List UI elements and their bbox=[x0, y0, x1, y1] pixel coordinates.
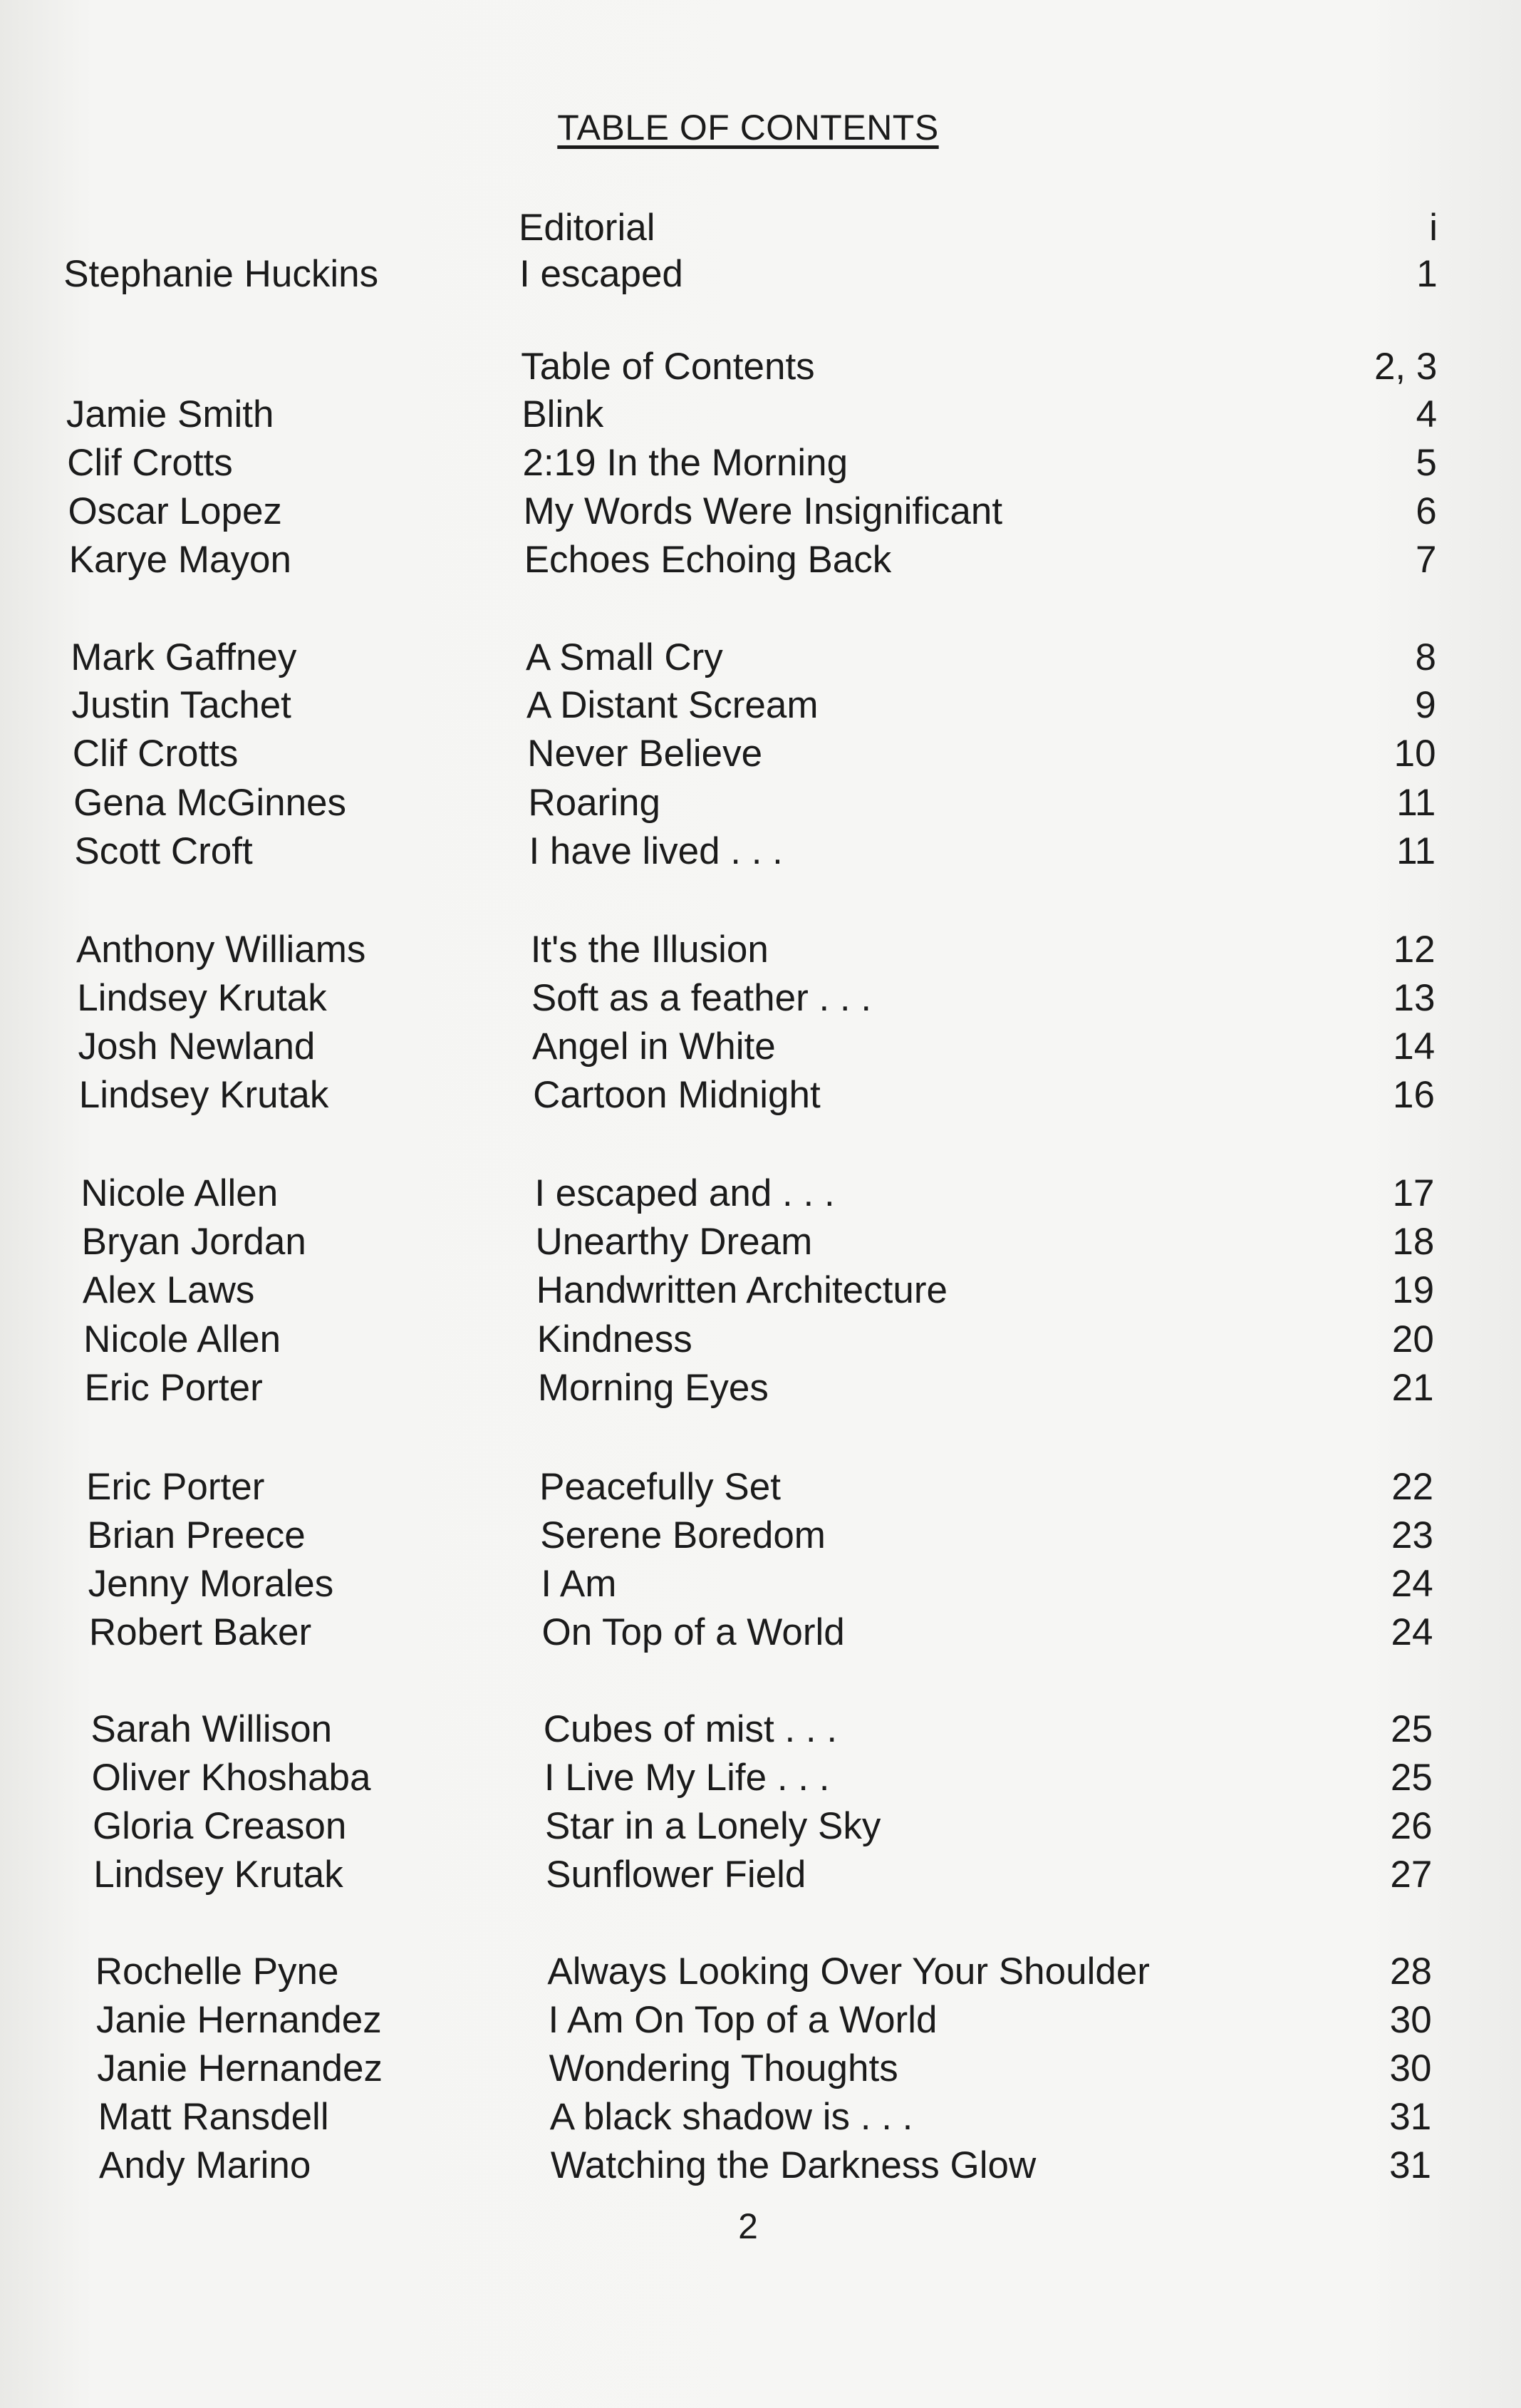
toc-work-title: Handwritten Architecture bbox=[536, 1269, 948, 1311]
toc-work-title: I Live My Life . . . bbox=[544, 1757, 830, 1799]
toc-entry bbox=[0, 1022, 1521, 1072]
toc-page-number: 30 bbox=[1389, 1999, 1432, 2041]
toc-work-title: A black shadow is . . . bbox=[549, 2096, 913, 2138]
toc-author: Eric Porter bbox=[86, 1466, 265, 1508]
toc-entry bbox=[0, 2092, 1521, 2142]
toc-work-title: Blink bbox=[521, 393, 604, 435]
toc-author: Scott Croft bbox=[74, 830, 253, 872]
toc-entry bbox=[0, 487, 1521, 537]
toc-author: Mark Gaffney bbox=[71, 636, 297, 678]
toc-work-title: It's the Illusion bbox=[530, 929, 769, 971]
toc-entry bbox=[0, 1705, 1521, 1755]
toc-author: Brian Preece bbox=[87, 1514, 306, 1556]
toc-author: Stephanie Huckins bbox=[63, 253, 379, 295]
toc-page-number: 7 bbox=[1415, 539, 1437, 581]
toc-page-number: 24 bbox=[1391, 1611, 1433, 1653]
toc-work-title: I escaped bbox=[519, 253, 683, 295]
toc-author: Andy Marino bbox=[98, 2144, 311, 2186]
toc-page-number: 11 bbox=[1396, 830, 1436, 872]
toc-page-number: 26 bbox=[1390, 1805, 1433, 1847]
toc-entry bbox=[0, 973, 1521, 1023]
toc-page-number: 30 bbox=[1389, 2047, 1432, 2089]
toc-work-title: Peacefully Set bbox=[539, 1466, 781, 1508]
toc-author: Anthony Williams bbox=[76, 929, 366, 971]
toc-author: Clif Crotts bbox=[72, 733, 239, 775]
toc-entry bbox=[0, 633, 1521, 683]
toc-page-number: 5 bbox=[1416, 442, 1437, 484]
toc-work-title: 2:19 In the Morning bbox=[522, 442, 848, 484]
toc-entry bbox=[0, 390, 1521, 440]
toc-entry bbox=[0, 1315, 1521, 1365]
toc-entry bbox=[0, 1363, 1521, 1413]
toc-entry bbox=[0, 438, 1521, 488]
toc-page-number: 18 bbox=[1392, 1221, 1435, 1263]
toc-page-number: 25 bbox=[1390, 1757, 1433, 1799]
toc-page-number: 13 bbox=[1393, 977, 1436, 1019]
toc-entry bbox=[0, 778, 1521, 828]
toc-author: Oscar Lopez bbox=[68, 490, 282, 532]
toc-entry bbox=[0, 1947, 1521, 1997]
toc-entry bbox=[0, 1995, 1521, 2045]
toc-entry bbox=[0, 2044, 1521, 2094]
toc-author: Bryan Jordan bbox=[81, 1221, 306, 1263]
toc-page-number: 19 bbox=[1392, 1269, 1435, 1311]
toc-entry bbox=[0, 1850, 1521, 1900]
toc-work-title: Never Believe bbox=[527, 733, 763, 775]
toc-author: Gena McGinnes bbox=[73, 782, 347, 824]
toc-page-number: 21 bbox=[1391, 1367, 1434, 1409]
toc-work-title: I Am On Top of a World bbox=[548, 1999, 938, 2041]
toc-work-title: Always Looking Over Your Shoulder bbox=[547, 1950, 1150, 1993]
toc-entry bbox=[0, 1217, 1521, 1267]
toc-author: Janie Hernandez bbox=[96, 1999, 382, 2041]
toc-work-title: A Small Cry bbox=[525, 636, 723, 678]
toc-work-title: Cubes of mist . . . bbox=[543, 1708, 838, 1750]
toc-page-number: 10 bbox=[1393, 733, 1436, 775]
toc-entry bbox=[0, 535, 1521, 585]
toc-author: Justin Tachet bbox=[71, 684, 291, 726]
toc-entry bbox=[0, 1070, 1521, 1120]
toc-page-number: 22 bbox=[1391, 1466, 1434, 1508]
toc-page-number: 6 bbox=[1416, 490, 1437, 532]
toc-entry bbox=[0, 249, 1521, 299]
toc-page-number: 4 bbox=[1416, 393, 1438, 435]
toc-entry bbox=[0, 1608, 1521, 1658]
toc-page-number: 14 bbox=[1393, 1025, 1436, 1068]
toc-work-title: Serene Boredom bbox=[540, 1514, 826, 1556]
toc-work-title: Echoes Echoing Back bbox=[524, 539, 892, 581]
toc-author: Nicole Allen bbox=[83, 1318, 281, 1360]
toc-author: Clif Crotts bbox=[67, 442, 233, 484]
toc-page-number: 24 bbox=[1391, 1563, 1433, 1605]
toc-entry bbox=[0, 1266, 1521, 1316]
toc-entry bbox=[0, 342, 1521, 392]
toc-work-title: My Words Were Insignificant bbox=[523, 490, 1003, 532]
toc-work-title: Roaring bbox=[528, 782, 660, 824]
toc-page-number: 1 bbox=[1416, 253, 1438, 295]
toc-work-title: Angel in White bbox=[531, 1025, 776, 1068]
toc-entry bbox=[0, 203, 1521, 253]
toc-page-number: 16 bbox=[1393, 1074, 1435, 1116]
toc-page-number: 11 bbox=[1396, 782, 1436, 824]
toc-page-number: 31 bbox=[1389, 2144, 1432, 2186]
toc-work-title: A Distant Scream bbox=[526, 684, 819, 726]
toc-page-number: 20 bbox=[1391, 1318, 1434, 1360]
toc-entry bbox=[0, 681, 1521, 730]
toc-work-title: Table of Contents bbox=[521, 346, 815, 388]
toc-page-number: 23 bbox=[1391, 1514, 1433, 1556]
toc-page-number: 31 bbox=[1389, 2096, 1432, 2138]
page-number: 2 bbox=[738, 2206, 758, 2246]
toc-author: Jamie Smith bbox=[66, 393, 274, 435]
toc-entry bbox=[0, 1511, 1521, 1561]
toc-author: Alex Laws bbox=[82, 1269, 255, 1311]
toc-author: Matt Ransdell bbox=[98, 2096, 329, 2138]
toc-author: Robert Baker bbox=[88, 1611, 312, 1653]
toc-page-number: 8 bbox=[1415, 636, 1436, 678]
toc-work-title: Wondering Thoughts bbox=[549, 2047, 898, 2089]
toc-entry bbox=[0, 925, 1521, 975]
toc-page-number: 27 bbox=[1390, 1854, 1433, 1896]
toc-author: Lindsey Krutak bbox=[93, 1854, 343, 1896]
toc-author: Lindsey Krutak bbox=[78, 1074, 329, 1116]
toc-work-title: Cartoon Midnight bbox=[533, 1074, 821, 1116]
toc-author: Gloria Creason bbox=[92, 1805, 347, 1847]
toc-work-title: Editorial bbox=[519, 207, 655, 249]
toc-author: Jenny Morales bbox=[88, 1563, 334, 1605]
toc-page-number: 2, 3 bbox=[1374, 346, 1438, 388]
toc-work-title: Star in a Lonely Sky bbox=[545, 1805, 881, 1847]
toc-work-title: I have lived . . . bbox=[529, 830, 783, 872]
toc-entry bbox=[0, 729, 1521, 779]
toc-work-title: Morning Eyes bbox=[537, 1367, 769, 1409]
toc-page-number: 17 bbox=[1392, 1172, 1435, 1214]
toc-work-title: Sunflower Field bbox=[546, 1854, 806, 1896]
toc-entry bbox=[0, 1559, 1521, 1609]
toc-author: Rochelle Pyne bbox=[95, 1950, 339, 1993]
toc-work-title: Watching the Darkness Glow bbox=[550, 2144, 1037, 2186]
toc-work-title: I Am bbox=[541, 1563, 617, 1605]
toc-entry bbox=[0, 827, 1521, 877]
toc-page-number: 25 bbox=[1391, 1708, 1433, 1750]
toc-entry bbox=[0, 1802, 1521, 1851]
toc-entry bbox=[0, 1462, 1521, 1512]
toc-author: Janie Hernandez bbox=[97, 2047, 383, 2089]
page-title: TABLE OF CONTENTS bbox=[557, 108, 939, 148]
toc-entry bbox=[0, 2141, 1521, 2191]
toc-author: Lindsey Krutak bbox=[77, 977, 327, 1019]
toc-page-number: 12 bbox=[1393, 929, 1436, 971]
toc-page-number: i bbox=[1429, 207, 1438, 249]
toc-author: Josh Newland bbox=[78, 1025, 316, 1068]
toc-work-title: On Top of a World bbox=[541, 1611, 845, 1653]
toc-page-number: 9 bbox=[1415, 684, 1436, 726]
toc-entry bbox=[0, 1753, 1521, 1803]
toc-work-title: Soft as a feather . . . bbox=[531, 977, 872, 1019]
toc-author: Sarah Willison bbox=[90, 1708, 333, 1750]
toc-author: Oliver Khoshaba bbox=[91, 1757, 371, 1799]
toc-work-title: Unearthy Dream bbox=[535, 1221, 813, 1263]
toc-entry bbox=[0, 1169, 1521, 1219]
toc-author: Karye Mayon bbox=[68, 539, 291, 581]
toc-page-number: 28 bbox=[1389, 1950, 1432, 1993]
toc-author: Nicole Allen bbox=[81, 1172, 279, 1214]
toc-work-title: I escaped and . . . bbox=[534, 1172, 835, 1214]
toc-author: Eric Porter bbox=[84, 1367, 263, 1409]
toc-work-title: Kindness bbox=[536, 1318, 692, 1360]
